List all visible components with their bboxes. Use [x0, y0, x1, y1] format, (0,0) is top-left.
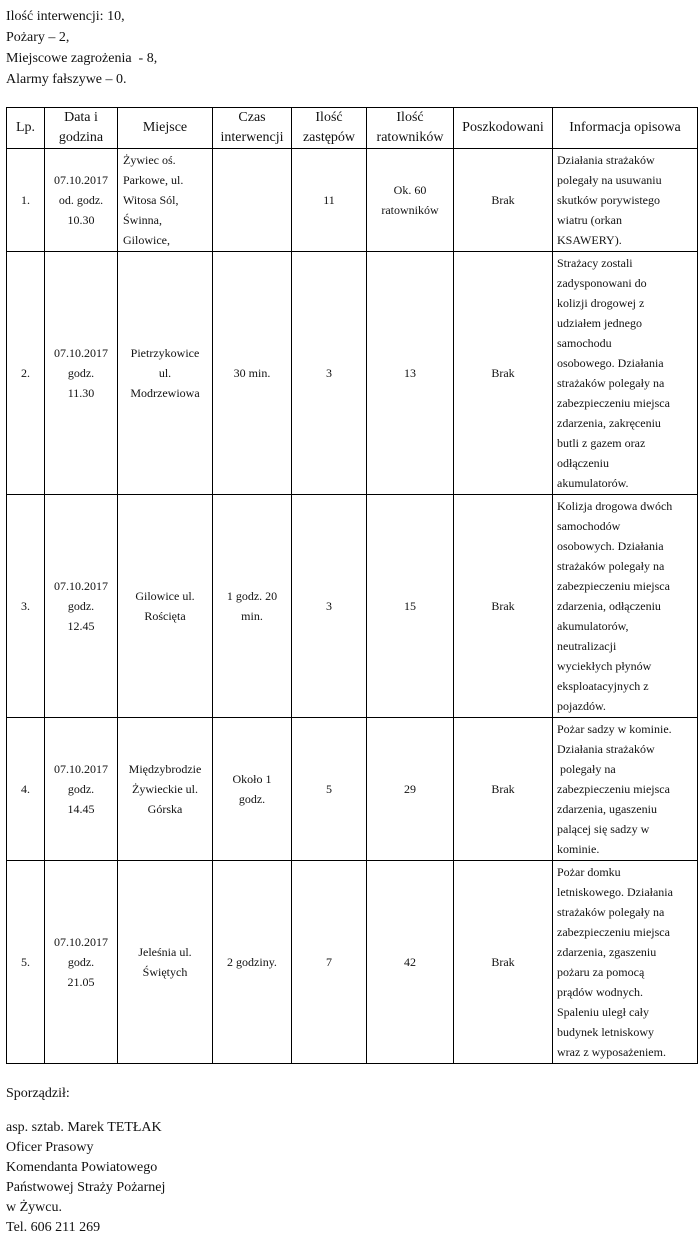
- header-date-time: Data i godzina: [45, 108, 118, 149]
- cell-units: 3: [292, 495, 367, 718]
- header-description: Informacja opisowa: [553, 108, 698, 149]
- header-units: Ilość zastępów: [292, 108, 367, 149]
- cell-lp: 4.: [7, 718, 45, 861]
- cell-date: 07.10.2017 od. godz. 10.30: [45, 149, 118, 252]
- cell-rescuers: 13: [367, 252, 454, 495]
- summary-line-total: Ilość interwencji: 10,: [6, 9, 125, 24]
- interventions-table: [6, 107, 698, 1064]
- author-unit-line-3: w Żywcu.: [6, 1200, 62, 1215]
- cell-place: Jeleśnia ul. Świętych: [118, 861, 213, 1064]
- cell-description: Działania strażaków polegały na usuwaniu skutków porywistego wiatru (orkan KSAWERY).: [553, 149, 698, 252]
- summary-line-false-alarms: Alarmy fałszywe – 0.: [6, 72, 127, 87]
- cell-units: 3: [292, 252, 367, 495]
- cell-lp: 2.: [7, 252, 45, 495]
- cell-duration: 1 godz. 20 min.: [213, 495, 292, 718]
- cell-description: Pożar sadzy w kominie. Działania strażaków polegały na zabezpieczeniu miejsca zdarzenia, ugaszeniu palącej się sadzy w kominie.: [553, 718, 698, 861]
- cell-rescuers: 29: [367, 718, 454, 861]
- cell-injured: Brak: [454, 149, 553, 252]
- cell-description: Strażacy zostali zadysponowani do kolizji drogowej z udziałem jednego samochodu osobowego. Działania strażaków polegały na zabezpieczeniu miejsca zdarzenia, zakręceniu butli z gazem oraz odłączeniu akumulatorów.: [553, 252, 698, 495]
- summary-line-local-hazards: Miejscowe zagrożenia - 8,: [6, 51, 158, 66]
- cell-duration: [213, 149, 292, 252]
- header-injured: Poszkodowani: [454, 108, 553, 149]
- cell-duration: 30 min.: [213, 252, 292, 495]
- table-row: [7, 861, 698, 1064]
- cell-units: 7: [292, 861, 367, 1064]
- cell-lp: 1.: [7, 149, 45, 252]
- header-rescuers: Ilość ratowników: [367, 108, 454, 149]
- table-row: [7, 718, 698, 861]
- table-header-row: [7, 108, 698, 149]
- cell-place: Gilowice ul. Rościęta: [118, 495, 213, 718]
- table-row: [7, 149, 698, 252]
- cell-place: Międzybrodzie Żywieckie ul. Górska: [118, 718, 213, 861]
- prepared-by-label: Sporządził:: [6, 1086, 70, 1101]
- intervention-summary: [6, 6, 157, 90]
- header-duration: Czas interwencji: [213, 108, 292, 149]
- cell-date: 07.10.2017 godz. 14.45: [45, 718, 118, 861]
- cell-units: 11: [292, 149, 367, 252]
- cell-description: Kolizja drogowa dwóch samochodów osobowych. Działania strażaków polegały na zabezpieczeniu miejsca zdarzenia, odłączeniu akumulatorów, neutralizacji wyciekłych płynów eksploatacyjnych z pojazdów.: [553, 495, 698, 718]
- summary-line-fires: Pożary – 2,: [6, 30, 70, 45]
- header-place: Miejsce: [118, 108, 213, 149]
- cell-injured: Brak: [454, 861, 553, 1064]
- author-name: asp. sztab. Marek TETŁAK: [6, 1120, 162, 1135]
- cell-duration: Około 1 godz.: [213, 718, 292, 861]
- cell-units: 5: [292, 718, 367, 861]
- author-role: Oficer Prasowy: [6, 1140, 94, 1155]
- cell-description: Pożar domku letniskowego. Działania strażaków polegały na zabezpieczeniu miejsca zdarzenia, zgaszeniu pożaru za pomocą prądów wodnych. Spaleniu uległ cały budynek letniskowy wraz z wyposażeniem.: [553, 861, 698, 1064]
- cell-place: Pietrzykowice ul. Modrzewiowa: [118, 252, 213, 495]
- cell-date: 07.10.2017 godz. 12.45: [45, 495, 118, 718]
- cell-injured: Brak: [454, 495, 553, 718]
- author-unit-line-2: Państwowej Straży Pożarnej: [6, 1180, 166, 1195]
- cell-rescuers: 15: [367, 495, 454, 718]
- table-row: [7, 495, 698, 718]
- author-unit-line-1: Komendanta Powiatowego: [6, 1160, 158, 1175]
- signature-block: [6, 1084, 165, 1238]
- cell-lp: 3.: [7, 495, 45, 718]
- cell-injured: Brak: [454, 718, 553, 861]
- cell-place: Żywiec oś. Parkowe, ul. Witosa Sól, Świnna, Gilowice,: [118, 149, 213, 252]
- cell-rescuers: Ok. 60 ratowników: [367, 149, 454, 252]
- cell-injured: Brak: [454, 252, 553, 495]
- cell-date: 07.10.2017 godz. 11.30: [45, 252, 118, 495]
- cell-duration: 2 godziny.: [213, 861, 292, 1064]
- header-lp: Lp.: [7, 108, 45, 149]
- table-row: [7, 252, 698, 495]
- cell-lp: 5.: [7, 861, 45, 1064]
- cell-date: 07.10.2017 godz. 21.05: [45, 861, 118, 1064]
- cell-rescuers: 42: [367, 861, 454, 1064]
- author-phone: Tel. 606 211 269: [6, 1220, 101, 1235]
